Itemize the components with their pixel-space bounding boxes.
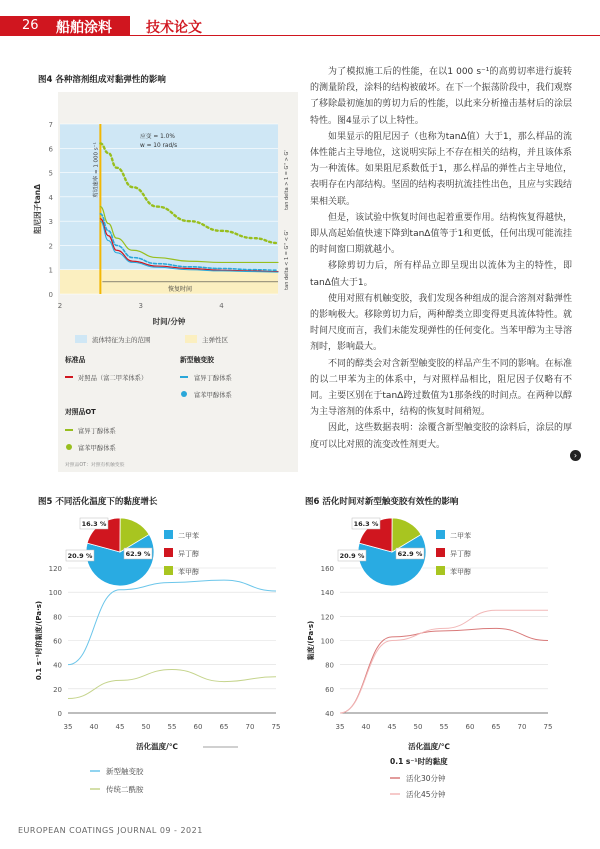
page-header [0,0,600,36]
figure4-title: 图4 各种溶剂组成对黏弹性的影响 [38,75,166,85]
x-tick-label: 55 [167,723,177,731]
series-line [68,670,276,699]
y-tick-label: 60 [53,637,62,646]
x-tick-label: 70 [517,723,527,731]
legend-ot2-swatch [66,444,72,450]
figure4-chart [30,110,310,470]
pie-legend-swatch [164,530,173,539]
pie-label: 62.9 % [125,550,151,558]
y-tick-label: 40 [53,661,62,670]
legend-new2-swatch [181,391,187,397]
x-tick-label: 75 [543,723,553,731]
paragraph: 为了模拟施工后的性能，在以1 000 s⁻¹的高剪切率进行旋转的测量阶段，涂料的结构被破坏。在下一个振荡阶段中，我们观察了移除最初施加的剪切力后的性能，以此来分析撞击基材后的涂层特性。图4显示了以上特性。 [310,67,572,126]
x-tick-label: 65 [219,723,229,731]
figure6-title: 图6 活化时间对新型触变胶有效性的影响 [305,497,459,507]
y-axis-label: 阻尼因子tanΔ [33,184,42,234]
x-tick-label: 2 [57,302,63,310]
legend-new1-label: 富异丁醇体系 [194,375,232,382]
y-tick-label: 120 [320,613,334,622]
y-tick-label: 80 [53,613,62,622]
x-tick-label: 40 [89,723,99,731]
x-tick-label: 65 [491,723,501,731]
x-tick-label: 45 [387,723,397,731]
pie-legend-label: 苯甲醇 [178,568,199,576]
frequency-label: w = 10 rad/s [140,143,178,149]
series-line [340,628,548,713]
legend-fluid-swatch [75,335,87,343]
y-tick-label: 5 [48,169,53,178]
x-tick-label: 45 [115,723,125,731]
legend-ot-heading: 对照品OT [65,408,96,416]
legend-ot1-label: 富异丁醇体系 [78,428,116,435]
x-tick-label: 40 [361,723,371,731]
legend-heading: 0.1 s⁻¹时的黏度 [390,757,448,766]
y-tick-label: 7 [48,121,53,129]
x-tick-label: 75 [271,723,281,731]
x-axis-label: 活化温度/℃ [408,742,450,751]
y-tick-label: 0 [57,710,62,718]
article-body [310,64,572,453]
pie-label: 16.3 % [81,520,107,528]
legend-label: 新型触变胶 [106,767,144,776]
y-tick-label: 2 [48,242,53,251]
x-axis-label: 活化温度/℃ [136,742,178,751]
figure-note: 对照品OT：对照有机触变胶 [65,463,125,468]
paragraph: 如果显示的阻尼因子（也称为tanΔ值）大于1，那么样品的流体性能占主导地位，这说明实际上不存在相关的结构，并且该体系为一种流体。如果阻尼系数低于1，那么样品的弹性占主导地位，表明存在内部结构。坚固的结构表明抗流挂性出色，且应与实践结果相关联。 [310,131,572,207]
y-tick-label: 1 [48,266,53,275]
x-tick-label: 4 [219,302,224,310]
y-axis-label: 0.1 s⁻¹时的黏度/(Pa·s) [35,600,43,681]
recovery-time-label: 恢复时间 [167,285,193,293]
y-tick-label: 3 [48,218,53,227]
pie-label: 20.9 % [339,552,365,560]
y-tick-label: 120 [48,565,62,573]
pie-legend-swatch [436,530,445,539]
paragraph: 但是，该试验中恢复时间也起着重要作用。结构恢复得越快，即从高起始值快速下降到tanΔ值等于1和更低，任何出现可能流挂的时间窗口期就越小。 [310,212,572,256]
paragraph: 移除剪切力后，所有样品立即呈现出以流体为主的特性，即tanΔ值大于1。 [310,261,572,288]
strain-label: 应变 = 1.0% [140,134,175,140]
tan-delta-above-label: tan delta > 1 = G'' > G' [284,150,290,210]
y-tick-label: 60 [325,685,334,694]
x-axis-label: 时间/分钟 [152,317,186,326]
legend-label: 活化45分钟 [406,790,446,799]
legend-new2-label: 富苯甲醇体系 [194,392,232,399]
legend-label: 传统二酰胺 [106,785,144,794]
pie-label: 62.9 % [397,550,423,558]
x-tick-label: 60 [465,723,475,731]
tan-delta-below-label: tan delta < 1 = G'' < G' [284,230,290,290]
y-tick-label: 80 [325,661,334,670]
x-tick-label: 60 [193,723,203,731]
legend-label: 活化30分钟 [406,774,446,783]
y-tick-label: 40 [325,710,334,718]
y-tick-label: 100 [48,589,62,598]
series-line [68,580,276,665]
pie-legend-label: 二甲苯 [178,532,199,540]
legend-new-heading: 新型触变胶 [180,356,214,364]
legend-solid-label: 主弹性区 [202,336,228,344]
next-page-icon[interactable]: › [570,450,581,461]
x-tick-label: 35 [63,723,73,731]
pie-legend-swatch [164,566,173,575]
legend-solid-swatch [185,335,197,343]
y-tick-label: 160 [320,565,334,573]
legend-std-label: 对照品（富二甲苯体系） [78,375,148,382]
y-tick-label: 6 [48,145,53,154]
pie-label: 20.9 % [67,552,93,560]
figure6-chart [300,510,562,822]
pie-legend-swatch [164,548,173,557]
x-tick-label: 55 [439,723,449,731]
paragraph: 因此，这些数据表明：涂覆含新型触变胶的涂料后，涂层的厚度可以比对照的流变改性剂更大。 [310,423,572,450]
pie-legend-swatch [436,566,445,575]
legend-fluid-label: 流体特征为主的范围 [92,336,151,344]
x-tick-label: 50 [141,723,151,731]
footer: EUROPEAN COATINGS JOURNAL 09 - 2021 [18,826,203,835]
pie-label: 16.3 % [353,520,379,528]
y-tick-label: 20 [53,685,62,694]
pie-legend-label: 苯甲醇 [450,568,471,576]
pie-legend-label: 异丁醇 [178,550,199,558]
y-tick-label: 4 [48,193,53,202]
figure5-chart [28,510,290,822]
figure5-title: 图5 不同活化温度下的黏度增长 [38,497,158,507]
magazine-name: 船舶涂料 [56,20,112,36]
y-tick-label: 0 [48,291,53,299]
section-title: 技术论文 [146,20,202,36]
x-tick-label: 3 [138,302,143,310]
paragraph: 使用对照有机触变胶，我们发现各种组成的混合溶剂对黏弹性的影响极大。移除剪切力后，两种醇类立即变得更具流体特性。就时间尺度而言，我们未能发现弹性的任何变化。当苯甲醇为主导溶剂时，影响最大。 [310,293,572,353]
page-number: 26 [22,18,39,33]
legend-std-heading: 标准品 [65,356,86,364]
shear-rate-label: 剪切速率 = 1 000 s⁻¹ [93,142,100,198]
y-axis-label: 黏度/(Pa·s) [307,620,315,661]
x-tick-label: 70 [245,723,255,731]
x-tick-label: 50 [413,723,423,731]
legend-ot2-label: 富苯甲醇体系 [78,445,116,452]
y-tick-label: 100 [320,637,334,646]
pie-legend-label: 二甲苯 [450,532,471,540]
y-tick-label: 140 [320,589,334,598]
pie-legend-label: 异丁醇 [450,550,471,558]
paragraph: 不同的醇类会对含新型触变胶的样品产生不同的影响。在标准的以二甲苯为主的体系中，与对照样品相比，阻尼因子仅略有不同。主要区别在于tanΔ跨过数值为1那条线的时间点。在两种以醇为主导溶剂的体系中，结构的恢复时间稍短。 [310,358,572,418]
x-tick-label: 35 [335,723,345,731]
pie-legend-swatch [436,548,445,557]
